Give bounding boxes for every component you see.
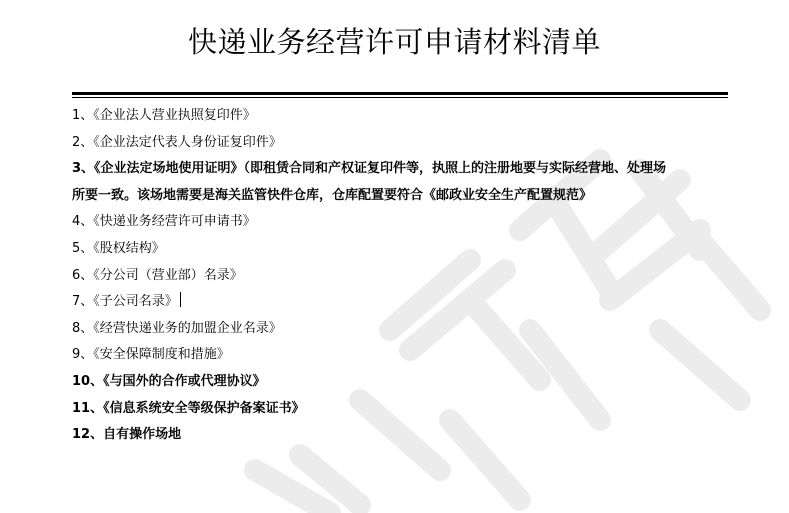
list-item-10: 10、《与国外的合作或代理协议》 [72, 373, 266, 389]
list-item-8: 8、《经营快递业务的加盟企业名录》 [72, 320, 282, 336]
list-item-5: 5、《股权结构》 [72, 240, 165, 256]
list-item-4: 4、《快递业务经营许可申请书》 [72, 214, 256, 230]
list-item-2: 2、《企业法定代表人身份证复印件》 [72, 134, 282, 150]
list-item-3-continued: 所要一致。该场地需要是海关监管快件仓库，仓库配置要符合《邮政业安全生产配置规范》 [72, 187, 593, 203]
title-rule-thin [72, 97, 728, 98]
document-title: 快递业务经营许可申请材料清单 [187, 25, 601, 59]
materials-list [72, 103, 732, 449]
list-item-1: 1、《企业法人营业执照复印件》 [72, 108, 256, 123]
list-item-7-text: 7、《子公司名录》 [72, 294, 178, 310]
list-item-11: 11、《信息系统安全等级保护备案证书》 [72, 400, 305, 416]
title-rule-thick [72, 92, 728, 95]
list-item-9: 9、《安全保障制度和措施》 [72, 347, 230, 363]
list-item-3: 3、《企业法定场地使用证明》（即租赁合同和产权证复印件等，执照上的注册地要与实际经营地、处理场 [72, 161, 667, 177]
list-item-12: 12、自有操作场地 [72, 427, 182, 443]
list-item-6: 6、《分公司（营业部）名录》 [72, 267, 243, 283]
list-item-7[interactable] [72, 289, 732, 316]
text-cursor [180, 292, 181, 307]
